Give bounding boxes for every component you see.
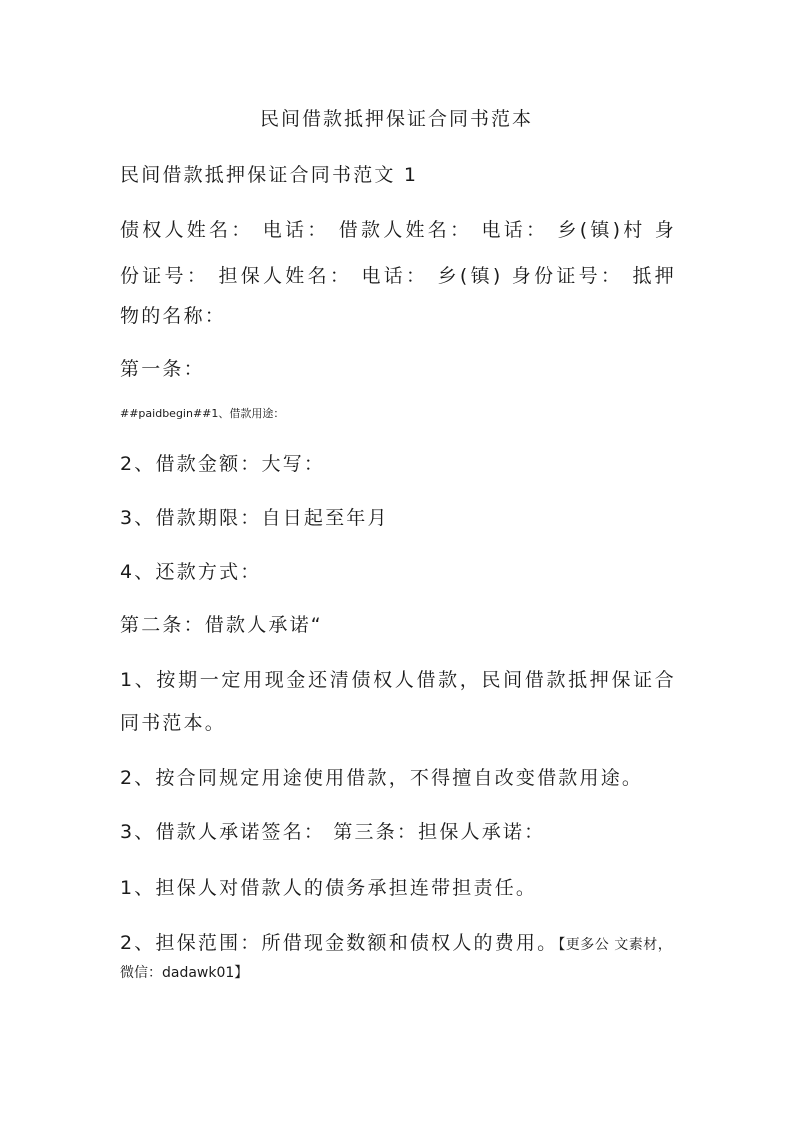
article-1-item-3: 3、借款期限：自日起至年月: [120, 507, 389, 529]
article-1-item-2: 2、借款金额：大写：: [120, 453, 326, 475]
article-3-item-2: [120, 928, 676, 955]
article-1-item-1: ##paidbegin##1、借款用途：: [120, 407, 285, 420]
article-3-item-1: 1、担保人对借款人的债务承担连带担责任。: [120, 877, 538, 899]
article-2-item-3: 3、借款人承诺签名： 第三条：担保人承诺：: [120, 821, 546, 843]
article-2-item-1-line-2: 同书范本。: [120, 712, 227, 734]
party-info-line-2: 份证号： 担保人姓名： 电话： 乡(镇) 身份证号： 抵押: [120, 265, 676, 287]
promo-note-part-2: 微信：dadawk01】: [120, 965, 249, 981]
article-2-item-2: 2、按合同规定用途使用借款，不得擅自改变借款用途。: [120, 767, 644, 789]
article-2-heading: 第二条：借款人承诺“: [120, 614, 323, 636]
promo-note-part-1: 【更多公 文素材，: [558, 937, 673, 953]
document-subtitle: 民间借款抵押保证合同书范文 1: [120, 164, 419, 186]
article-1-item-4: 4、还款方式：: [120, 561, 262, 583]
party-info-line-1: 债权人姓名： 电话： 借款人姓名： 电话： 乡(镇)村 身: [120, 219, 676, 241]
article-2-item-1-line-1: 1、按期一定用现金还清债权人借款，民间借款抵押保证合: [120, 669, 676, 691]
party-info-line-3: 物的名称：: [120, 305, 227, 327]
document-title: 民间借款抵押保证合同书范本: [259, 108, 533, 130]
article-3-item-2-text: 2、担保范围：所借现金数额和债权人的费用。: [120, 932, 559, 954]
article-1-heading: 第一条：: [120, 358, 205, 380]
